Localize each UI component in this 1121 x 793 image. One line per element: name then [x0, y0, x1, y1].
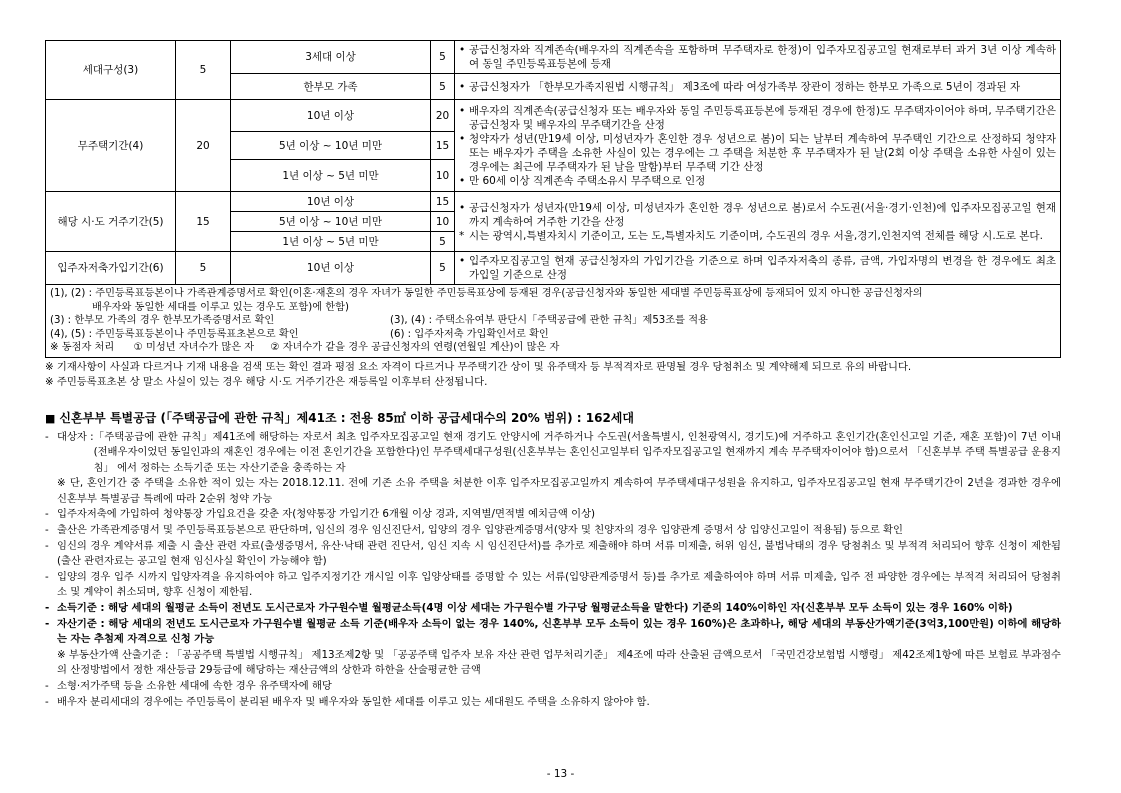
criteria-score-cell: 20 — [431, 100, 455, 132]
list-item: - 배우자 분리세대의 경우에는 주민등록이 분리된 배우자 및 배우자와 동일한 세대를 이루고 있는 세대원도 주택을 소유하지 않아야 함. — [45, 695, 650, 708]
list-item: - 입양의 경우 입주 시까지 입양자격을 유지하여야 하고 입주지정기간 개시일 이후 입양상태를 증명할 수 있는 서류(입양관계증명서 등)를 추가로 제출하여야 하며 서류 미제출, 입주 전 파양한 경우에는 부적격 처리되어 당첨취소 및 계약이 취소되며, 향후 신청이 제한됨. — [45, 570, 1061, 599]
page-number: - 13 - — [546, 768, 575, 780]
criteria-cell: 10년 이상 — [231, 252, 431, 285]
criteria-score-cell: 5 — [431, 41, 455, 74]
description-cell: • 공급신청자와 직계존속(배우자의 직계존속을 포함하며 무주택자로 한정)이 입주자모집공고일 현재로부터 과거 3년 이상 계속하여 동일 주민등록표등본에 등재 — [455, 41, 1061, 74]
criteria-cell: 5년 이상 ~ 10년 미만 — [231, 132, 431, 160]
criteria-cell: 5년 이상 ~ 10년 미만 — [231, 212, 431, 232]
score-cell: 15 — [176, 192, 231, 252]
list-item: - 대상자 : 「주택공급에 관한 규칙」제41조에 해당하는 자로서 최초 입주자모집공고일 현재 경기도 안양시에 거주하거나 수도권(서울특별시, 인천광역시, 경기도)에 거주하고 혼인기간(혼인신고일 기준, 재혼 포함)이 7년 이내 (전배우자이었던 동일인과의 재혼인 경우에는 이전 혼인기간을 포함한다)인 무주택세대구성원(신혼부부는 혼인신고일부터 입주자모집공고일 현재까지 계속 무주택자이어야 함)으로서 「신혼부부 주택 특별공급 운용지침」 에서 정하는 소득기준 또는 자산기준을 충족하는 자 — [45, 430, 1061, 474]
criteria-cell: 한부모 가족 — [231, 74, 431, 100]
note-line: (6) : 입주자저축 가입확인서로 확인 — [390, 328, 549, 340]
description-cell: • 입주자모집공고일 현재 공급신청자의 가입기간을 기준으로 하며 입주자저축의 종류, 금액, 가입자명의 변경을 한 경우에도 최초 가입일 기준으로 산정 — [455, 252, 1061, 285]
criteria-cell: 1년 이상 ~ 5년 미만 — [231, 160, 431, 192]
table-notes — [46, 285, 1061, 358]
list-item: - 입주자저축에 가입하여 청약통장 가입요건을 갖춘 자(청약통장 가입기간 6개월 이상 경과, 지역별/면적별 예치금액 이상) — [45, 508, 596, 521]
list-note: ※ 단, 혼인기간 중 주택을 소유한 적이 있는 자는 2018.12.11. 전에 기존 소유 주택을 처분한 이후 입주자모집공고일까지 계속하여 무주택세대구성원을 유지하고, 입주자모집공고일 현재 무주택기간이 2년을 경과한 경우에 신혼부부 특별공급 특례에 따라 2순위 청약 가능 — [57, 477, 1061, 505]
criteria-score-cell: 10 — [431, 160, 455, 192]
score-cell: 5 — [176, 252, 231, 285]
note-line: (1), (2) : 주민등록표등본이나 가족관계증명서로 확인(이혼·재혼의 경우 자녀가 동일한 주민등록표상에 등재된 경우(공급신청자와 동일한 세대별 주민등록표상에 등재되어 있지 아니한 공급신청자의 — [50, 288, 923, 299]
criteria-cell: 10년 이상 — [231, 192, 431, 212]
description-cell: • 공급신청자가 「한부모가족지원법 시행규칙」 제3조에 따라 여성가족부 장관이 정하는 한부모 가족으로 5년이 경과된 자 — [455, 74, 1061, 100]
criteria-score-cell: 15 — [431, 132, 455, 160]
list-note: ※ 부동산가액 산출기준 : 「공공주택 특별법 시행규칙」 제13조제2항 및 「공공주택 입주자 보유 자산 관련 업무처리기준」 제4조에 따라 산출된 금액으로서 「국민건강보험법 시행령」 제42조제1항에 따른 보험료 부과점수의 산정방법에서 정한 재산등급 29등급에 해당하는 재산금액의 상한과 하한을 산술평균한 금액 — [57, 648, 1061, 677]
caution-note: ※ 기재사항이 사실과 다르거나 기재 내용을 검색 또는 확인 결과 평점 요소 자격이 다르거나 무주택기간 상이 및 유주택자 등 부적격자로 판명될 경우 당첨취소 및 계약해제 되므로 유의 바랍니다. — [45, 360, 912, 373]
criteria-score-cell: 5 — [431, 74, 455, 100]
category-cell: 무주택기간(4) — [46, 100, 176, 192]
note-line: (3) : 한부모 가족의 경우 한부모가족증명서로 확인 — [50, 315, 275, 326]
criteria-score-cell: 5 — [431, 252, 455, 285]
criteria-cell: 10년 이상 — [231, 100, 431, 132]
list-item: - 출산은 가족관계증명서 및 주민등록표등본으로 판단하며, 임신의 경우 임신진단서, 입양의 경우 입양관계증명서(양자 및 친양자의 경우 입양관계 증명서 상 입양신고일이 적용됨) 등으로 확인 — [45, 524, 903, 537]
document-page — [45, 40, 1061, 710]
list-item: - 소형·저가주택 등을 소유한 세대에 속한 경우 유주택자에 해당 — [45, 680, 332, 692]
caution-note: ※ 주민등록표초본 상 말소 사실이 있는 경우 해당 시·도 거주기간은 재등록일 이후부터 산정됩니다. — [45, 375, 488, 388]
category-cell: 해당 시·도 거주기간(5) — [46, 192, 176, 252]
description-cell: • 배우자의 직계존속(공급신청자 또는 배우자와 동일 주민등록표등본에 등재된 경우에 한정)도 무주택자이어야 하며, 무주택기간은 공급신청자 및 배우자의 무주택기간을 산정 • 청약자가 성년(만19세 이상, 미성년자가 혼인한 경우 성년으로 봄)이 되는 날부터 계속하여 무주택인 기간으로 산정하되 청약자 또는 배우자가 주택을 소유한 사실이 있는 경우에는 그 주택을 처분한 후 무주택자가 된 날(2회 이상 주택을 소유한 사실이 있는 경우에는 최근에 무주택자가 된 날을 말함)부터 무주택 기간 산정 • 만 60세 이상 직계존속 주택소유시 무주택으로 인정 — [455, 100, 1061, 192]
note-line: 배우자와 동일한 세대를 이루고 있는 경우도 포함)에 한함) — [92, 301, 349, 313]
note-line: (3), (4) : 주택소유여부 판단시「주택공급에 관한 규칙」제53조를 적용 — [390, 315, 708, 326]
note-line: (4), (5) : 주민등록표등본이나 주민등록표초본으로 확인 — [50, 328, 299, 340]
criteria-cell: 3세대 이상 — [231, 41, 431, 74]
score-cell: 20 — [176, 100, 231, 192]
score-cell: 5 — [176, 41, 231, 100]
income-criteria: - 소득기준 : 해당 세대의 월평균 소득이 전년도 도시근로자 가구원수별 월평균소득(4명 이상 세대는 가구원수별 가구당 월평균소득을 말한다) 기준의 140%이하인 자(신혼부부 모두 소득이 있는 경우 160% 이하) — [45, 602, 1013, 615]
section-body — [45, 430, 1061, 711]
criteria-score-cell: 10 — [431, 212, 455, 232]
score-table — [45, 40, 1061, 358]
criteria-score-cell: 15 — [431, 192, 455, 212]
description-cell: • 공급신청자가 성년자(만19세 이상, 미성년자가 혼인한 경우 성년으로 봄)로서 수도권(서울·경기·인천)에 입주자모집공고일 현재까지 계속하여 거주한 기간을 산정 * 시는 광역시,특별자치시 기준이고, 도는 도,특별자치도 기준이며, 수도권의 경우 서울,경기,인천지역 전체를 해당 시.도로 본다. — [455, 192, 1061, 252]
category-cell: 세대구성(3) — [46, 41, 176, 100]
section-title: ■ 신혼부부 특별공급 (「주택공급에 관한 규칙」제41조 : 전용 85㎡ 이하 공급세대수의 20% 범위) : 162세대 — [45, 410, 634, 425]
asset-criteria: - 자산기준 : 해당 세대의 전년도 도시근로자 가구원수별 월평균 소득 기준(배우자 소득이 없는 경우 140%, 신혼부부 모두 소득이 있는 경우 160%)은 초과하나, 해당 세대의 부동산가액기준(3억3,100만원) 이하에 해당하는 자는 추첨제 자격으로 신청 가능 — [45, 617, 1061, 646]
criteria-score-cell: 5 — [431, 232, 455, 252]
list-item: - 임신의 경우 계약서류 제출 시 출산 관련 자료(출생증명서, 유산·낙태 관련 진단서, 임신 지속 시 임신진단서)를 추가로 제출해야 하며 서류 미제출, 허위 임신, 불법낙태의 경우 당첨취소 및 부적격 처리되어 향후 신청이 제한됨 (출산 관련자료는 공고일 현재 임신사실 확인이 가능해야 함) — [45, 539, 1061, 568]
tie-break-note: ※ 동점자 처리 ① 미성년 자녀수가 많은 자 ② 자녀수가 같을 경우 공급신청자의 연령(연월일 계산)이 많은 자 — [50, 342, 560, 353]
category-cell: 입주자저축가입기간(6) — [46, 252, 176, 285]
square-bullet-icon: ■ — [45, 411, 56, 425]
criteria-cell: 1년 이상 ~ 5년 미만 — [231, 232, 431, 252]
